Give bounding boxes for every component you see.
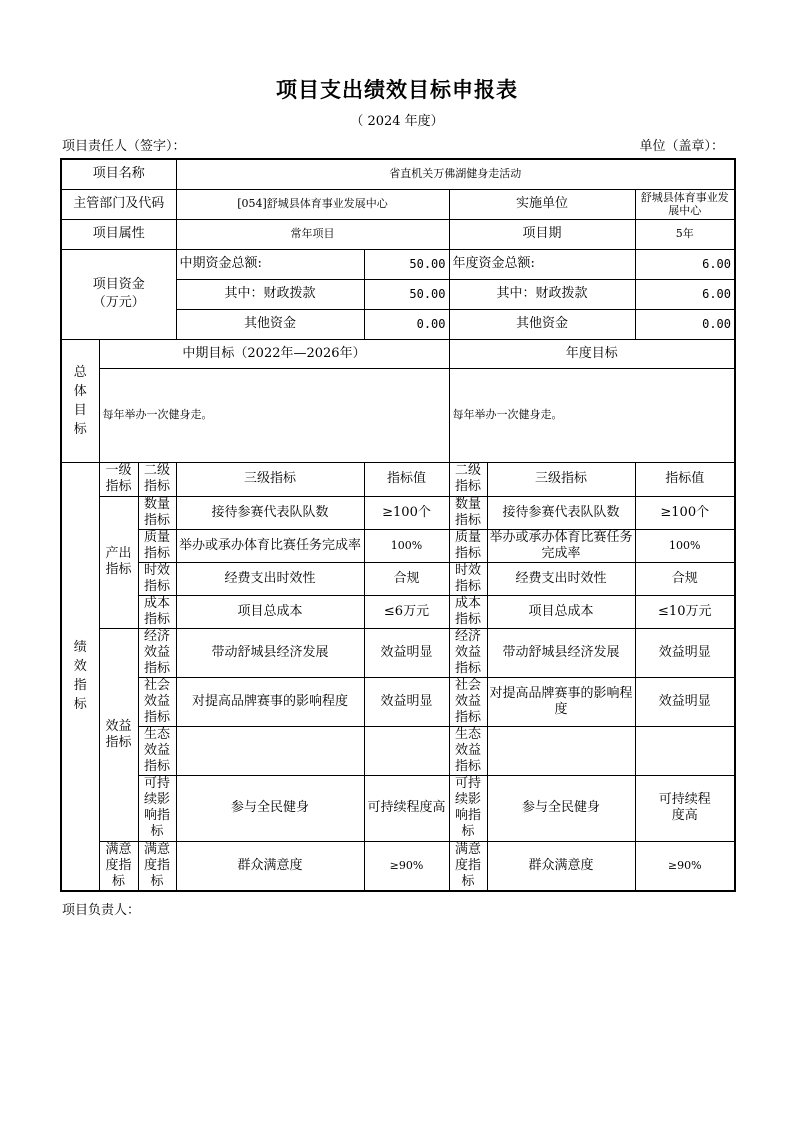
mid-total-fund-label: 中期资金总额: xyxy=(176,249,364,279)
year-level2-header: 二级 指标 xyxy=(449,462,487,496)
year-value-cell: 效益明显 xyxy=(635,628,735,677)
year-value-cell xyxy=(635,726,735,775)
year-level2-cell: 社会 效益 指标 xyxy=(449,677,487,726)
year-value-cell: 合规 xyxy=(635,562,735,595)
mid-level1-header: 一级 指标 xyxy=(99,462,138,496)
mid-level3-cell: 群众满意度 xyxy=(176,841,364,891)
fund-label: 项目资金 （万元） xyxy=(61,249,176,339)
mid-level2-cell: 社会 效益 指标 xyxy=(138,677,176,726)
indicator-row xyxy=(61,775,735,841)
year-value-cell: ≥100个 xyxy=(635,496,735,529)
responsible-signature-label: 项目责任人（签字）： xyxy=(62,139,186,154)
page-title: 项目支出绩效目标申报表 xyxy=(276,77,518,102)
year-level2-cell: 满意 度指 标 xyxy=(449,841,487,891)
mid-value-cell: ≥100个 xyxy=(364,496,449,529)
indicator-row xyxy=(61,529,735,562)
indicator-row xyxy=(61,595,735,628)
year-level3-cell: 对提高品牌赛事的影响程度 xyxy=(487,677,635,726)
mid-level3-cell: 参与全民健身 xyxy=(176,775,364,841)
mid-other-fund-label: 其他资金 xyxy=(176,309,364,339)
implementing-unit-label: 实施单位 xyxy=(449,189,635,219)
mid-level2-cell: 成本 指标 xyxy=(138,595,176,628)
performance-goal-table xyxy=(60,158,736,892)
year-level3-cell: 经费支出时效性 xyxy=(487,562,635,595)
year-fiscal-fund-value: 6.00 xyxy=(635,279,735,309)
year-level3-cell: 带动舒城县经济发展 xyxy=(487,628,635,677)
mid-total-fund-value: 50.00 xyxy=(364,249,449,279)
department-label: 主管部门及代码 xyxy=(61,189,176,219)
mid-level2-cell: 生态 效益 指标 xyxy=(138,726,176,775)
year-level2-cell: 经济 效益 指标 xyxy=(449,628,487,677)
row-goal-header xyxy=(61,339,735,368)
indicator-row xyxy=(61,841,735,891)
year-level2-cell: 生态 效益 指标 xyxy=(449,726,487,775)
year-level2-cell: 时效 指标 xyxy=(449,562,487,595)
mid-level3-cell: 接待参赛代表队队数 xyxy=(176,496,364,529)
mid-value-cell: ≥90% xyxy=(364,841,449,891)
year-level3-cell: 参与全民健身 xyxy=(487,775,635,841)
year-level2-cell: 数量 指标 xyxy=(449,496,487,529)
project-attribute-label: 项目属性 xyxy=(61,219,176,249)
year-value-cell: ≥90% xyxy=(635,841,735,891)
indicator-row xyxy=(61,677,735,726)
year-level2-cell: 质量 指标 xyxy=(449,529,487,562)
mid-value-cell: ≤6万元 xyxy=(364,595,449,628)
department-value: [054]舒城县体育事业发展中心 xyxy=(176,189,449,219)
year-other-fund-value: 0.00 xyxy=(635,309,735,339)
year-total-fund-label: 年度资金总额: xyxy=(449,249,635,279)
mid-level3-cell: 经费支出时效性 xyxy=(176,562,364,595)
year-level3-cell: 举办或承办体育比赛任务完成率 xyxy=(487,529,635,562)
mid-level3-cell: 项目总成本 xyxy=(176,595,364,628)
mid-level3-cell: 对提高品牌赛事的影响程度 xyxy=(176,677,364,726)
year-value-cell: 效益明显 xyxy=(635,677,735,726)
row-fund-total xyxy=(61,249,735,279)
output-indicator-label: 产出 指标 xyxy=(99,496,138,628)
mid-fiscal-fund-label: 其中：财政拨款 xyxy=(176,279,364,309)
mid-level2-cell: 可持 续影 响指 标 xyxy=(138,775,176,841)
mid-level2-cell: 满意 度指 标 xyxy=(138,841,176,891)
year-value-cell: 可持续程 度高 xyxy=(635,775,735,841)
year-goal-text: 每年举办一次健身走。 xyxy=(449,368,735,462)
satisfaction-indicator-label: 满意 度指 标 xyxy=(99,841,138,891)
indicator-row xyxy=(61,726,735,775)
year-value-header: 指标值 xyxy=(635,462,735,496)
indicator-row xyxy=(61,628,735,677)
mid-level3-cell: 举办或承办体育比赛任务完成率 xyxy=(176,529,364,562)
project-leader-label: 项目负责人： xyxy=(62,903,141,918)
mid-goal-text: 每年举办一次健身走。 xyxy=(99,368,449,462)
mid-level2-cell: 时效 指标 xyxy=(138,562,176,595)
mid-value-cell: 合规 xyxy=(364,562,449,595)
year-fiscal-fund-label: 其中：财政拨款 xyxy=(449,279,635,309)
row-project-attribute xyxy=(61,219,735,249)
mid-other-fund-value: 0.00 xyxy=(364,309,449,339)
mid-level2-cell: 质量 指标 xyxy=(138,529,176,562)
mid-value-cell: 可持续程度高 xyxy=(364,775,449,841)
project-attribute-value: 常年项目 xyxy=(176,219,449,249)
year-level3-cell: 群众满意度 xyxy=(487,841,635,891)
performance-indicator-label: 绩 效 指 标 xyxy=(61,462,99,891)
report-year: （ 2024 年度） xyxy=(350,114,444,129)
mid-level2-cell: 经济 效益 指标 xyxy=(138,628,176,677)
benefit-indicator-label: 效益 指标 xyxy=(99,628,138,841)
row-indicator-header xyxy=(61,462,735,496)
mid-value-cell: 效益明显 xyxy=(364,628,449,677)
row-project-name xyxy=(61,159,735,189)
project-period-label: 项目期 xyxy=(449,219,635,249)
mid-value-cell xyxy=(364,726,449,775)
mid-fiscal-fund-value: 50.00 xyxy=(364,279,449,309)
year-level3-header: 三级指标 xyxy=(487,462,635,496)
overall-goal-label: 总 体 目 标 xyxy=(61,339,99,462)
row-goal-text xyxy=(61,368,735,462)
year-level3-cell: 接待参赛代表队队数 xyxy=(487,496,635,529)
mid-level3-header: 三级指标 xyxy=(176,462,364,496)
year-level3-cell xyxy=(487,726,635,775)
mid-value-cell: 100% xyxy=(364,529,449,562)
project-name-label: 项目名称 xyxy=(61,159,176,189)
indicator-row xyxy=(61,496,735,529)
unit-seal-label: 单位（盖章）： xyxy=(639,139,724,154)
year-total-fund-value: 6.00 xyxy=(635,249,735,279)
mid-value-cell: 效益明显 xyxy=(364,677,449,726)
year-value-cell: 100% xyxy=(635,529,735,562)
year-other-fund-label: 其他资金 xyxy=(449,309,635,339)
year-goal-header: 年度目标 xyxy=(449,339,735,368)
project-period-value: 5年 xyxy=(635,219,735,249)
mid-level2-cell: 数量 指标 xyxy=(138,496,176,529)
indicator-row xyxy=(61,562,735,595)
year-level3-cell: 项目总成本 xyxy=(487,595,635,628)
year-level2-cell: 成本 指标 xyxy=(449,595,487,628)
year-value-cell: ≤10万元 xyxy=(635,595,735,628)
year-level2-cell: 可持 续影 响指 标 xyxy=(449,775,487,841)
mid-level3-cell xyxy=(176,726,364,775)
mid-level2-header: 二级 指标 xyxy=(138,462,176,496)
mid-level3-cell: 带动舒城县经济发展 xyxy=(176,628,364,677)
mid-goal-header: 中期目标（2022年—2026年） xyxy=(99,339,449,368)
implementing-unit-value: 舒城县体育事业发展中心 xyxy=(635,189,735,219)
row-department xyxy=(61,189,735,219)
project-name-value: 省直机关万佛湖健身走活动 xyxy=(176,159,735,189)
mid-value-header: 指标值 xyxy=(364,462,449,496)
